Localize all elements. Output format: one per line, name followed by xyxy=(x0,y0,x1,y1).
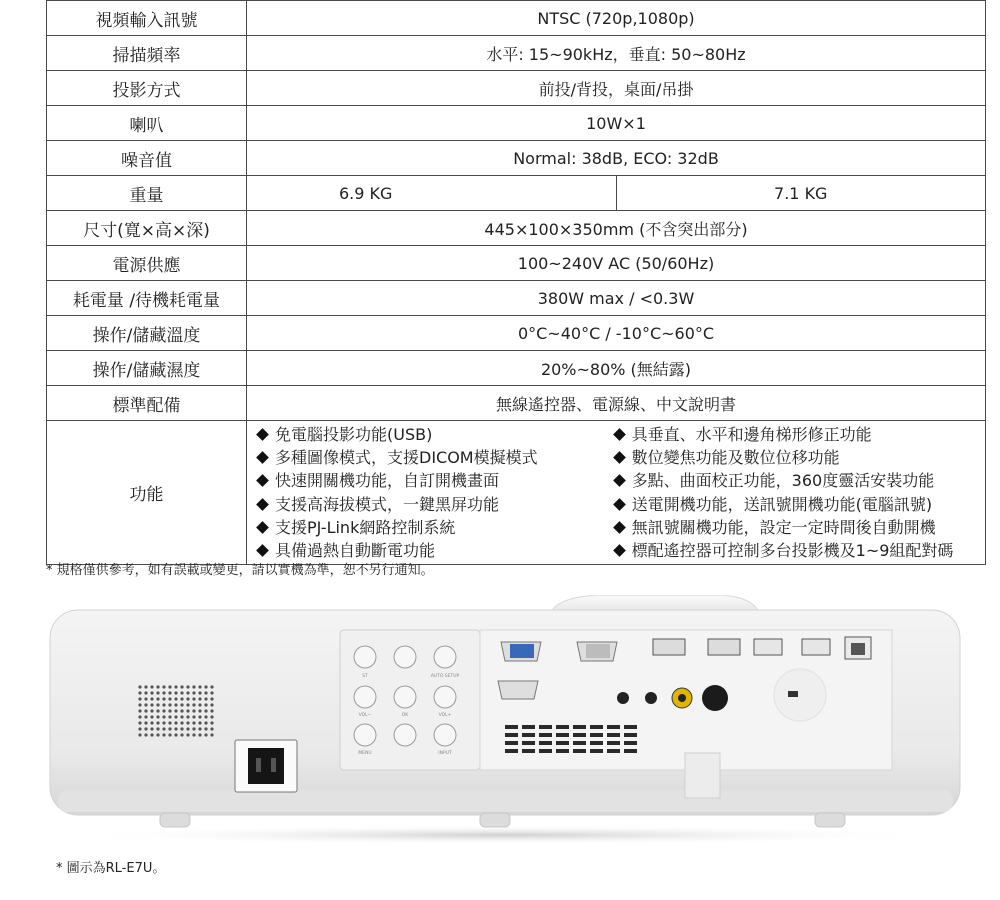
feature-item xyxy=(612,423,979,446)
spec-row xyxy=(47,351,986,386)
feature-item xyxy=(612,539,979,562)
diamond-bullet-icon xyxy=(256,521,269,534)
panel-button-label: VOL+ xyxy=(438,713,452,718)
spec-value: 20%~80% (無結露) xyxy=(247,351,986,386)
spec-row xyxy=(47,36,986,71)
spec-label: 尺寸(寬×高×深) xyxy=(47,211,247,246)
spec-value: NTSC (720p,1080p) xyxy=(247,1,986,36)
spec-row xyxy=(47,211,986,246)
spec-row xyxy=(47,106,986,141)
diamond-bullet-icon xyxy=(613,544,626,557)
spec-value: 445×100×350mm (不含突出部分) xyxy=(247,211,986,246)
spec-value: 6.9 KG xyxy=(247,176,617,211)
spec-label: 投影方式 xyxy=(47,71,247,106)
panel-button xyxy=(394,646,416,668)
spec-row xyxy=(47,176,986,211)
spec-label: 視頻輸入訊號 xyxy=(47,1,247,36)
spec-row xyxy=(47,386,986,421)
spec-label: 電源供應 xyxy=(47,246,247,281)
feature-text: 多種圖像模式，支援DICOM模擬模式 xyxy=(275,448,538,468)
feature-text: 具垂直、水平和邊角梯形修正功能 xyxy=(631,424,872,444)
diamond-bullet-icon xyxy=(256,474,269,487)
diamond-bullet-icon xyxy=(613,451,626,464)
features-row xyxy=(47,421,986,565)
panel-button xyxy=(354,724,376,746)
feature-text: 具備過熱自動斷電功能 xyxy=(275,540,436,560)
feature-text: 送電開機功能，送訊號開機功能(電腦訊號) xyxy=(631,494,933,514)
panel-button xyxy=(434,646,456,668)
diamond-bullet-icon xyxy=(256,498,269,511)
spec-value: 前投/背投，桌面/吊掛 xyxy=(247,71,986,106)
spec-label: 掃描頻率 xyxy=(47,36,247,71)
feature-item xyxy=(612,469,979,492)
diamond-bullet-icon xyxy=(613,474,626,487)
panel-button xyxy=(394,724,416,746)
feature-item xyxy=(612,446,979,469)
spec-row xyxy=(47,281,986,316)
feature-item xyxy=(255,493,612,516)
diamond-bullet-icon xyxy=(256,428,269,441)
projector-rear-image xyxy=(40,595,970,845)
features-label: 功能 xyxy=(47,421,247,565)
spec-value: 10W×1 xyxy=(247,106,986,141)
spec-value: 水平: 15~90kHz，垂直: 50~80Hz xyxy=(247,36,986,71)
panel-button xyxy=(434,686,456,708)
panel-button xyxy=(354,686,376,708)
diamond-bullet-icon xyxy=(256,451,269,464)
panel-button xyxy=(354,646,376,668)
panel-button-label: MENU xyxy=(358,751,372,756)
feature-item xyxy=(255,446,612,469)
spec-label: 標準配備 xyxy=(47,386,247,421)
spec-row xyxy=(47,141,986,176)
spec-value: 0°C~40°C / -10°C~60°C xyxy=(247,316,986,351)
panel-button-label: AUTO SETUP xyxy=(430,674,460,679)
feature-item xyxy=(255,423,612,446)
spec-value: 7.1 KG xyxy=(616,176,986,211)
feature-text: 多點、曲面校正功能，360度靈活安裝功能 xyxy=(631,471,935,491)
spec-label: 重量 xyxy=(47,176,247,211)
diamond-bullet-icon xyxy=(613,498,626,511)
diamond-bullet-icon xyxy=(256,544,269,557)
feature-text: 免電腦投影功能(USB) xyxy=(275,424,433,444)
disclaimer-note: * 規格僅供參考，如有誤載或變更，請以實機為準，恕不另行通知。 xyxy=(46,563,434,578)
feature-text: 支援PJ-Link網路控制系統 xyxy=(275,517,456,537)
spec-value: 無線遙控器、電源線、中文說明書 xyxy=(247,386,986,421)
feature-text: 標配遙控器可控制多台投影機及1~9組配對碼 xyxy=(631,540,954,560)
feature-item xyxy=(612,516,979,539)
panel-button xyxy=(434,724,456,746)
diamond-bullet-icon xyxy=(613,521,626,534)
feature-item xyxy=(612,493,979,516)
spec-value: Normal: 38dB, ECO: 32dB xyxy=(247,141,986,176)
panel-button-label: ST xyxy=(362,674,368,679)
feature-text: 無訊號關機功能，設定一定時間後自動開機 xyxy=(631,517,936,537)
spec-row xyxy=(47,246,986,281)
panel-button-label: VOL− xyxy=(358,713,372,718)
spec-value: 380W max / <0.3W xyxy=(247,281,986,316)
spec-label: 操作/儲藏溫度 xyxy=(47,316,247,351)
spec-row xyxy=(47,1,986,36)
panel-button-label: OK xyxy=(401,713,409,718)
spec-table xyxy=(46,0,986,565)
panel-button-label: INPUT xyxy=(438,751,452,756)
panel-button xyxy=(394,686,416,708)
feature-item xyxy=(255,469,612,492)
features-list xyxy=(247,421,986,565)
image-caption: * 圖示為RL-E7U。 xyxy=(56,861,166,876)
spec-row xyxy=(47,316,986,351)
spec-row xyxy=(47,71,986,106)
spec-label: 耗電量 /待機耗電量 xyxy=(47,281,247,316)
feature-text: 快速開關機功能，自訂開機畫面 xyxy=(275,471,500,491)
feature-item xyxy=(255,516,612,539)
spec-label: 喇叭 xyxy=(47,106,247,141)
feature-text: 數位變焦功能及數位位移功能 xyxy=(631,448,840,468)
feature-text: 支援高海拔模式，一鍵黑屏功能 xyxy=(275,494,500,514)
spec-label: 操作/儲藏濕度 xyxy=(47,351,247,386)
spec-value: 100~240V AC (50/60Hz) xyxy=(247,246,986,281)
spec-label: 噪音值 xyxy=(47,141,247,176)
diamond-bullet-icon xyxy=(613,428,626,441)
